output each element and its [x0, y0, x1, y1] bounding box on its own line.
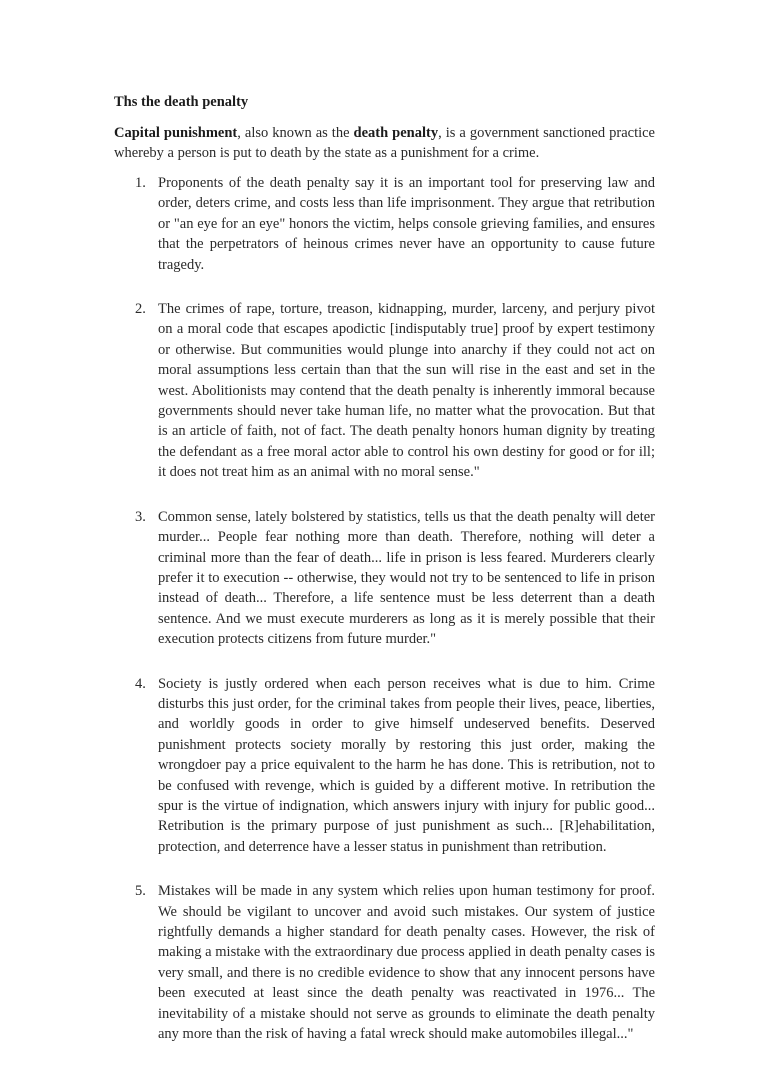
list-item	[114, 881, 655, 1044]
list-item-text: The crimes of rape, torture, treason, kidnapping, murder, larceny, and perjury pivot on a moral code that escapes apodictic [indisputably true] proof by expert testimony or otherwise. But communities would plunge into anarchy if they could not act on moral assumptions less certain than that the sun will rise in the east and set in the west. Abolitionists may contend that the death penalty is inherently immoral because governments should never take human life, no matter what the provocation. But that is an article of faith, not of fact. The death penalty honors human dignity by treating the defendant as a free moral actor able to control his own destiny for good or for ill; it does not treat him as an animal with no moral sense."	[158, 301, 655, 481]
document-title: Ths the death penalty	[114, 94, 249, 110]
list-item	[114, 507, 655, 650]
list-item-number: 3.	[135, 508, 146, 525]
list-item-text: Proponents of the death penalty say it is an important tool for preserving law and order, deters crime, and costs less than life imprisonment. They argue that retribution or "an eye for an eye" honors the victim, helps console grieving families, and ensures that the perpetrators of heinous crimes never have an opportunity to cause future tragedy.	[158, 175, 655, 273]
term-death-penalty: death penalty	[353, 125, 439, 141]
list-item-number: 1.	[135, 175, 146, 191]
intro-paragraph	[114, 123, 655, 163]
intro-text-part1: , also known as the	[237, 125, 354, 141]
list-item-text: Common sense, lately bolstered by statistics, tells us that the death penalty will deter murder... People fear nothing more than death. Therefore, nothing will deter a criminal more than the fear of death... life in prison is less feared. Murderers clearly prefer it to execution -- otherwise, they would not try to be sentenced to life in prison instead of death... Therefore, a life sentence must be less deterrent than a death sentence. And we must execute murderers as long as it is merely possible that their execution protects citizens from future murder."	[158, 508, 655, 648]
intro-text-part2: , is a government sanctioned practice whereby a person is put to death by the state as a punishment for a crime.	[114, 125, 655, 161]
list-item	[114, 674, 655, 858]
list-item-text: Society is justly ordered when each person receives what is due to him. Crime disturbs this just order, for the criminal takes from people their lives, peace, liberties, and worldly goods in order to give himself undeserved benefits. Deserved punishment protects society morally by restoring this just order, making the wrongdoer pay a price equivalent to the harm he has done. This is retribution, not to be confused with revenge, which is guided by a different motive. In retribution the spur is the virtue of indignation, which answers injury with injury for public good... Retribution is the primary purpose of just punishment as such... [R]ehabilitation, protection, and deterrence have a lesser status in punishment than retribution.	[158, 675, 655, 855]
list-item	[114, 173, 655, 275]
list-item-number: 4.	[135, 675, 146, 692]
list-item-number: 2.	[135, 301, 146, 318]
argument-list	[114, 173, 655, 1068]
list-item-text: Mistakes will be made in any system which relies upon human testimony for proof. We should be vigilant to uncover and avoid such mistakes. Our system of justice rightfully demands a higher standard for death penalty cases. However, the risk of making a mistake with the extraordinary due process applied in death penalty cases is very small, and there is no credible evidence to show that any innocent persons have been executed at least since the death penalty was reactivated in 1976... The inevitability of a mistake should not serve as grounds to eliminate the death penalty any more than the risk of having a fatal wreck should make automobiles illegal..."	[158, 883, 655, 1043]
term-capital-punishment: Capital punishment	[114, 125, 238, 141]
list-item-number: 5.	[135, 883, 146, 900]
list-item	[114, 299, 655, 483]
